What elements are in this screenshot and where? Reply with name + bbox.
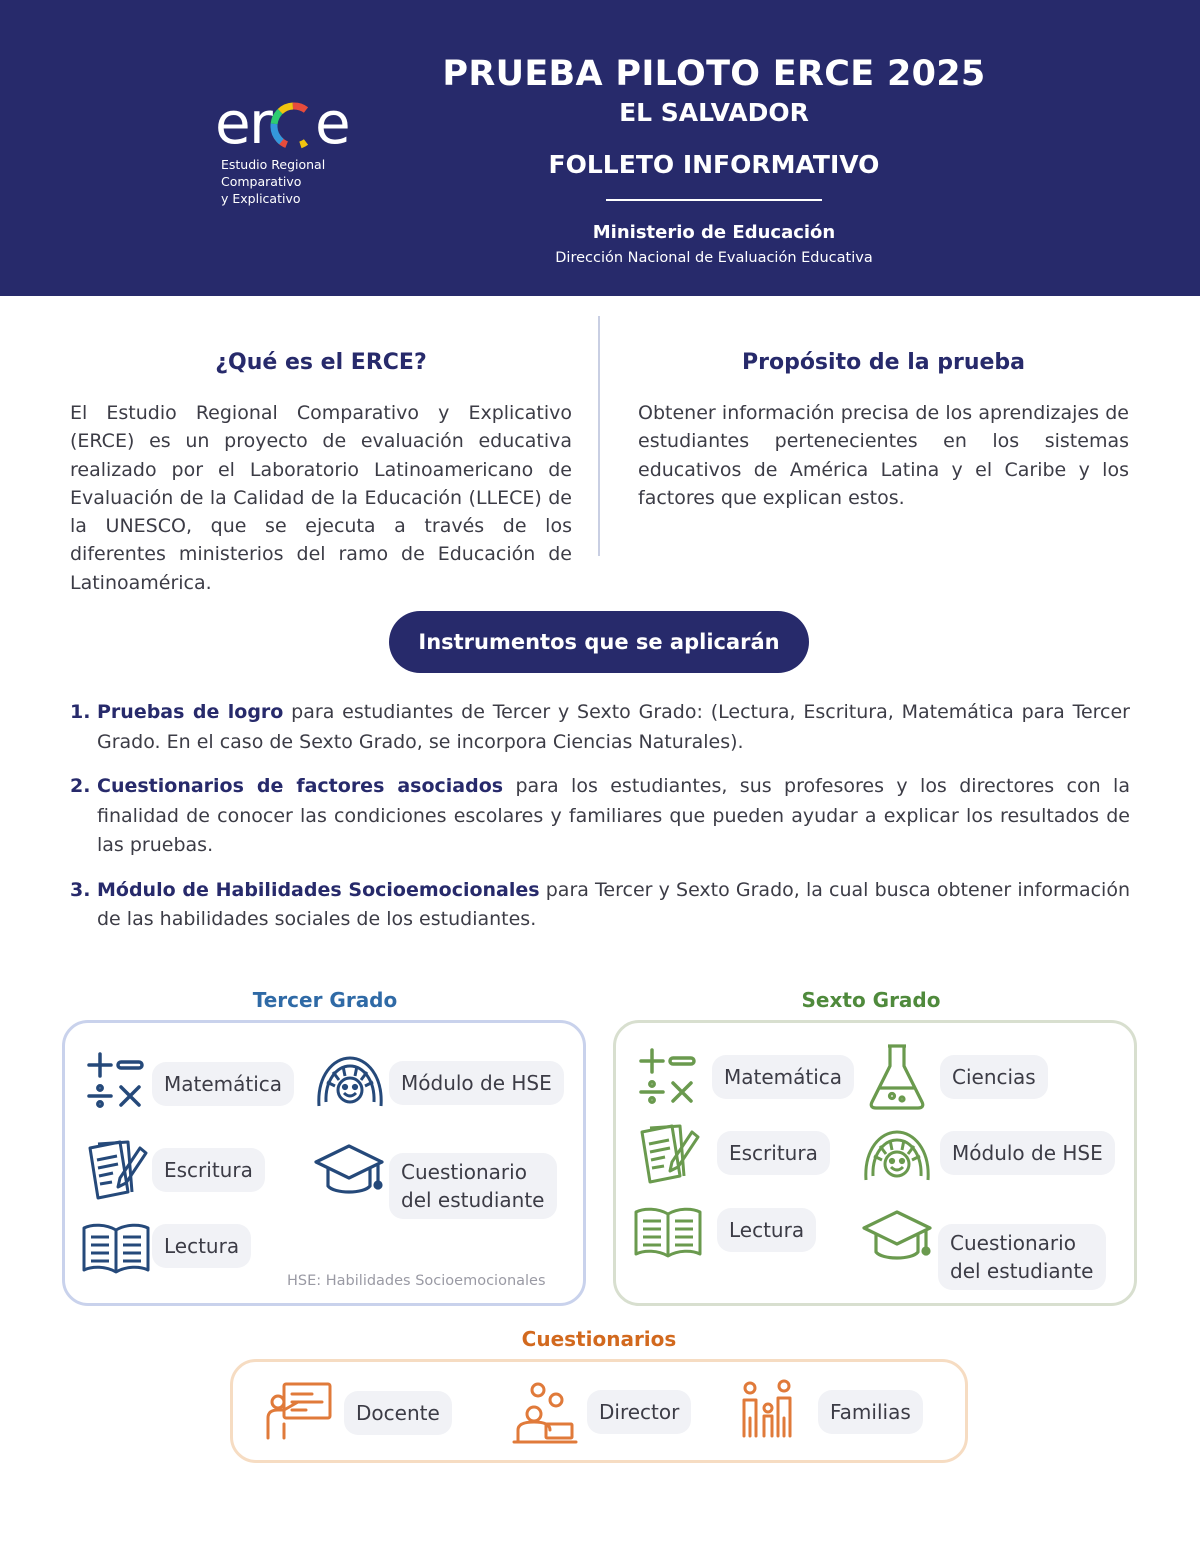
page-title: PRUEBA PILOTO ERCE 2025: [442, 54, 986, 94]
purpose-text: Obtener información precisa de los aprendizajes de estudiantes pertenecientes en los sistemas educativos de América Latina y el Caribe y los factores que explican estos.: [638, 402, 1129, 509]
header-divider: [606, 199, 822, 201]
tercer-grado-title: Tercer Grado: [252, 988, 398, 1012]
tercer-escritura-label: Escritura: [152, 1148, 265, 1192]
purpose-section: [638, 350, 1129, 512]
directorate-name: Dirección Nacional de Evaluación Educativa: [555, 250, 873, 266]
sexto-cuestionario-label: Cuestionario del estudiante: [938, 1224, 1106, 1290]
column-divider: [598, 316, 600, 556]
instruments-list: [70, 698, 1130, 950]
erce-logo: [213, 89, 373, 207]
tercer-hse-label: Módulo de HSE: [389, 1061, 564, 1105]
writing-paper-icon: [84, 1138, 150, 1204]
graduation-cap-icon: [860, 1206, 934, 1266]
family-icon: [738, 1378, 800, 1440]
teacher-icon: [264, 1380, 334, 1442]
sexto-matematica-label: Matemática: [712, 1055, 854, 1099]
logo-subtitle: Estudio Regional Comparativo y Explicativo: [221, 157, 326, 206]
flask-icon: [866, 1042, 928, 1112]
hse-face-icon: [860, 1126, 934, 1184]
what-is-erce-section: [70, 350, 572, 597]
hse-footnote: HSE: Habilidades Socioemocionales: [287, 1273, 546, 1289]
sexto-grado-title: Sexto Grado: [801, 988, 941, 1012]
country-title: EL SALVADOR: [619, 98, 809, 127]
list-item: 2. Cuestionarios de factores asociados para los estudiantes, sus profesores y los directores con la finalidad de conocer las condiciones escolares y familiares que pueden ayudar a explicar los resultados de las pruebas.: [70, 775, 1130, 856]
purpose-title: Propósito de la prueba: [741, 350, 1026, 375]
hse-face-icon: [313, 1052, 387, 1110]
writing-paper-icon: [636, 1122, 702, 1188]
instruments-title: Instrumentos que se aplicarán: [389, 611, 809, 673]
director-label: Director: [587, 1390, 691, 1434]
director-icon: [510, 1380, 580, 1446]
tercer-cuestionario-label: Cuestionario del estudiante: [389, 1153, 557, 1219]
list-item: 1. Pruebas de logro para estudiantes de Tercer y Sexto Grado: (Lectura, Escritura, Matemática para Tercer Grado. En el caso de Sexto Grado, se incorpora Ciencias Naturales).: [70, 701, 1130, 753]
what-is-erce-text: El Estudio Regional Comparativo y Explicativo (ERCE) es un proyecto de evaluación educativa realizado por el Laboratorio Latinoamericano de Evaluación de la Calidad de la Educación (LLECE) de la UNESCO, que se ejecuta a través de los diferentes ministerios del ramo de Educación de Latinoamérica.: [70, 402, 572, 594]
math-symbols-icon: [84, 1050, 148, 1114]
sexto-hse-label: Módulo de HSE: [940, 1131, 1115, 1175]
ministry-name: Ministerio de Educación: [592, 222, 836, 243]
logo-word: e r e: [215, 89, 349, 157]
docente-label: Docente: [344, 1391, 452, 1435]
familias-label: Familias: [818, 1390, 923, 1434]
what-is-erce-title: ¿Qué es el ERCE?: [215, 350, 427, 375]
open-book-icon: [80, 1220, 152, 1278]
logo-rainbow-c-icon: [268, 98, 318, 154]
header-banner: [0, 0, 1200, 296]
sexto-lectura-label: Lectura: [717, 1208, 816, 1252]
math-symbols-icon: [636, 1046, 700, 1110]
tercer-matematica-label: Matemática: [152, 1062, 294, 1106]
open-book-icon: [632, 1204, 704, 1262]
brochure-title: FOLLETO INFORMATIVO: [548, 150, 880, 179]
graduation-cap-icon: [312, 1140, 386, 1200]
tercer-lectura-label: Lectura: [152, 1224, 251, 1268]
sexto-ciencias-label: Ciencias: [940, 1055, 1048, 1099]
list-item: 3. Módulo de Habilidades Socioemocionales para Tercer y Sexto Grado, la cual busca obtener información de las habilidades sociales de los estudiantes.: [70, 878, 1130, 930]
sexto-escritura-label: Escritura: [717, 1131, 830, 1175]
cuestionarios-title: Cuestionarios: [521, 1327, 677, 1351]
